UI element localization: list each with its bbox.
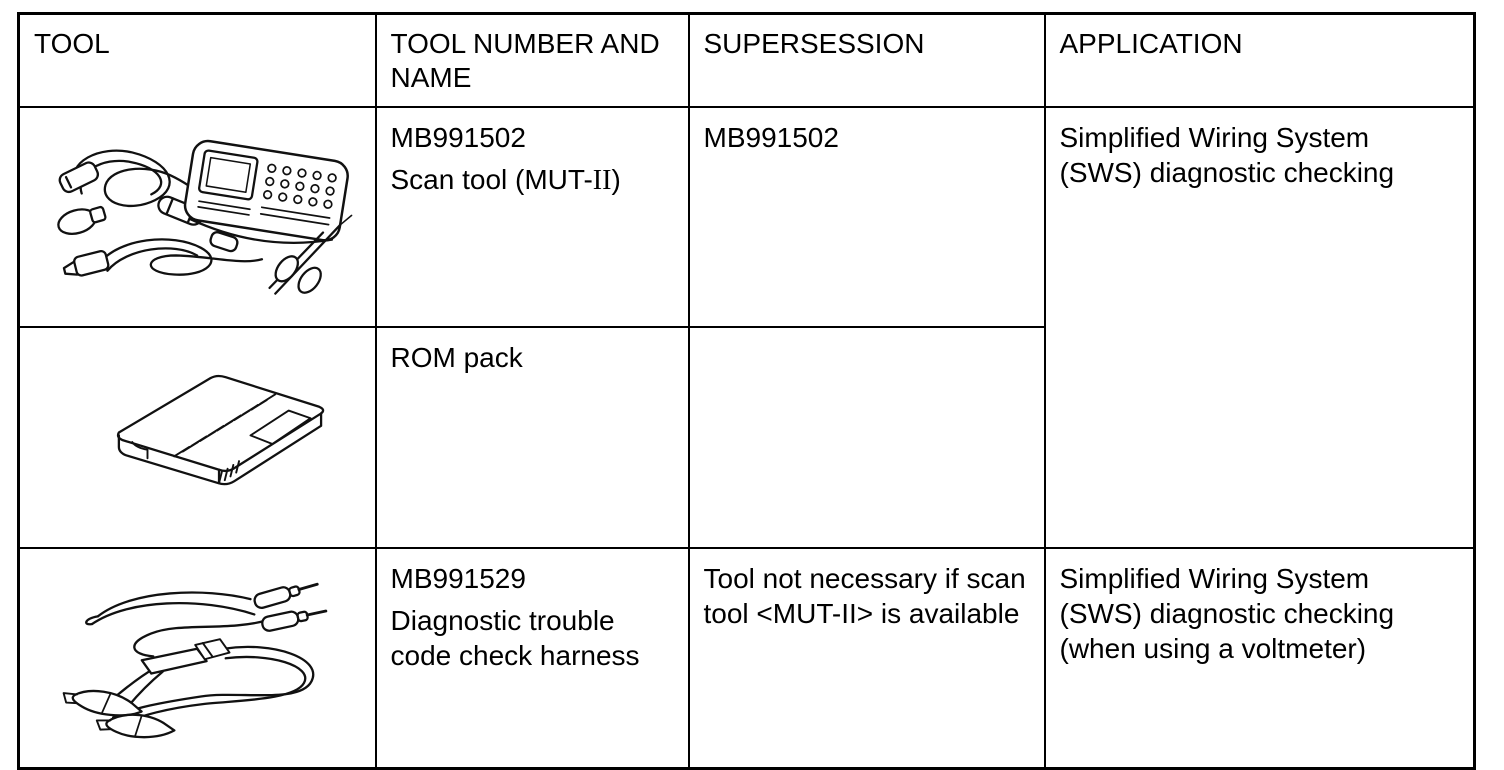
supersession-cell: MB991502 <box>689 107 1045 327</box>
tool-number: MB991502 <box>390 122 526 154</box>
tool-illustration-cell <box>19 107 376 327</box>
column-header-tool: TOOL <box>19 14 376 108</box>
rom-pack-illustration <box>34 340 364 526</box>
tool-name <box>391 162 674 198</box>
tool-name-part: ) <box>611 164 621 196</box>
supersession-cell: Tool not necessary if scan tool <MUT-II> is available <box>689 548 1045 769</box>
table-row-scan-tool <box>19 107 1475 327</box>
tool-illustration-cell <box>19 327 376 547</box>
tool-name-part: Scan tool (MUT- <box>390 164 593 196</box>
header-row <box>19 14 1475 108</box>
application-cell: Simplified Wiring System (SWS) diagnostic checking (when using a voltmeter) <box>1045 548 1475 769</box>
supersession-cell <box>689 327 1045 547</box>
tool-number-name-cell <box>376 548 689 769</box>
tool-number-name-cell <box>376 107 689 327</box>
mut-ii-scan-tool-kit-illustration <box>34 120 364 306</box>
column-header-application: APPLICATION <box>1045 14 1475 108</box>
tool-illustration-cell <box>19 548 376 769</box>
tool-name: ROM pack <box>390 342 523 374</box>
column-header-supersession: SUPERSESSION <box>689 14 1045 108</box>
tool-name: Diagnostic trouble code check harness <box>390 604 640 672</box>
table-row-check-harness <box>19 548 1475 769</box>
tool-name-roman-numeral: II <box>592 165 612 197</box>
tool-number: MB991529 <box>390 562 526 594</box>
column-header-tool-number-and-name: TOOL NUMBER AND NAME <box>376 14 689 108</box>
application-cell: Simplified Wiring System (SWS) diagnostic checking <box>1045 107 1475 548</box>
tool-number-name-cell <box>376 327 689 547</box>
diagnostic-check-harness-illustration <box>34 561 364 747</box>
special-tools-table <box>17 12 1476 770</box>
